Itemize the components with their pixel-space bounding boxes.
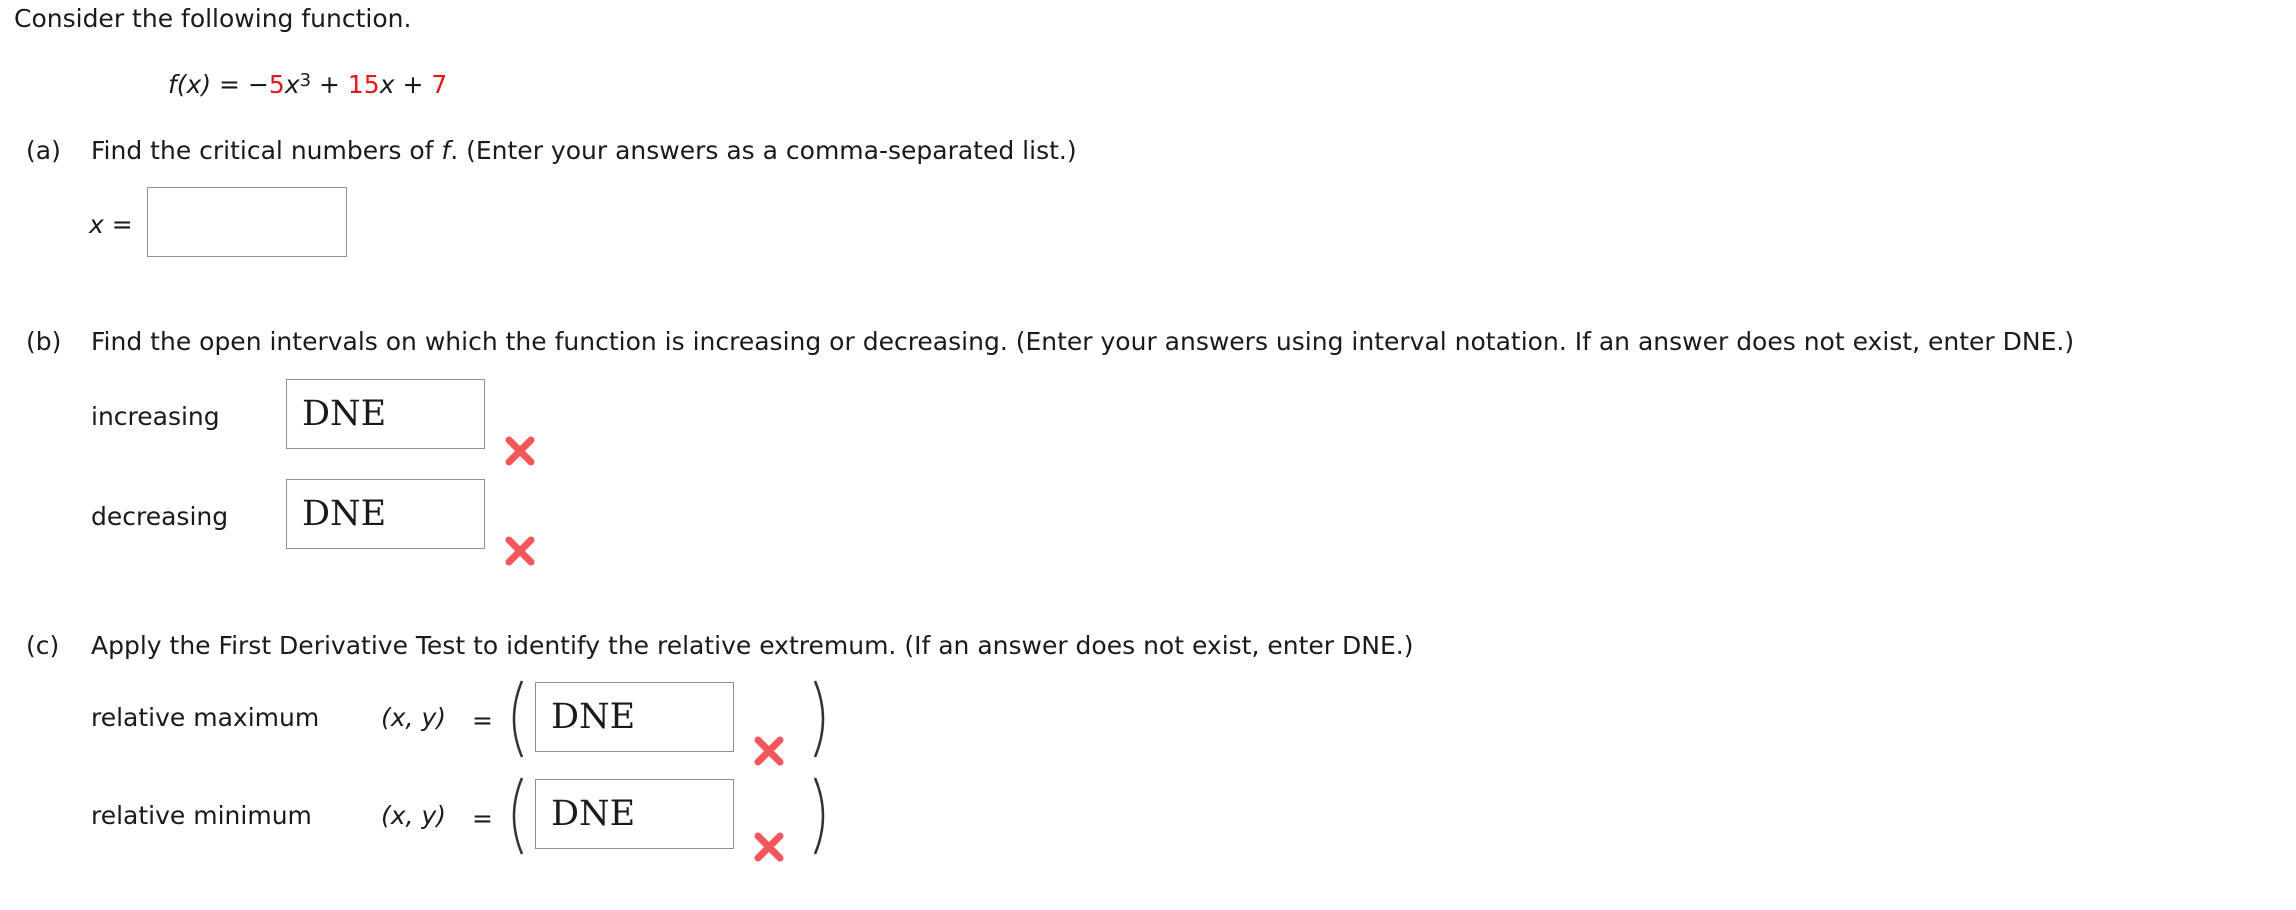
part-a-prompt-post: . (Enter your answers as a comma-separated list.)	[450, 136, 1077, 165]
part-a-letter: (a)	[26, 136, 61, 165]
function-coef1: 5	[268, 70, 285, 99]
increasing-wrong-icon	[505, 436, 535, 466]
function-plus1: +	[311, 70, 348, 99]
function-plus2: +	[394, 70, 432, 99]
intro-text: Consider the following function.	[14, 4, 412, 33]
increasing-input[interactable]	[286, 379, 485, 449]
function-constant: 7	[431, 70, 448, 99]
function-minus: −	[247, 70, 269, 99]
relative-maximum-right-paren	[811, 679, 835, 759]
relative-maximum-label: relative maximum	[91, 703, 320, 732]
relative-maximum-left-paren	[502, 679, 526, 759]
relative-minimum-equals: =	[472, 804, 493, 833]
relative-minimum-wrong-icon	[754, 832, 784, 862]
function-var2: x	[379, 70, 395, 99]
function-expression	[168, 70, 447, 100]
part-a-prompt-pre: Find the critical numbers of	[91, 136, 442, 165]
part-a-prompt	[91, 136, 1077, 166]
decreasing-input[interactable]	[286, 479, 485, 549]
relative-minimum-label: relative minimum	[91, 801, 312, 830]
decreasing-label: decreasing	[91, 502, 229, 531]
relative-minimum-left-paren	[502, 776, 526, 856]
relative-maximum-input[interactable]	[535, 682, 734, 752]
relative-minimum-input[interactable]	[535, 779, 734, 849]
part-c-letter: (c)	[26, 631, 60, 660]
part-a-prompt-var: f	[441, 136, 451, 165]
function-lhs: f(x) =	[168, 70, 248, 99]
relative-minimum-right-paren	[811, 776, 835, 856]
function-var1: x	[284, 70, 300, 99]
part-b-letter: (b)	[26, 327, 62, 356]
function-coef2: 15	[347, 70, 380, 99]
part-b-prompt: Find the open intervals on which the function is increasing or decreasing. (Enter your answers using interval notation. If an answer does not exist, enter DNE.)	[91, 327, 2075, 356]
function-exponent: 3	[299, 70, 312, 91]
relative-minimum-xy-label: (x, y)	[381, 801, 446, 830]
part-c-prompt: Apply the First Derivative Test to identify the relative extremum. (If an answer does not exist, enter DNE.)	[91, 631, 1414, 660]
increasing-label: increasing	[91, 402, 220, 431]
relative-maximum-xy-label: (x, y)	[381, 703, 446, 732]
relative-maximum-equals: =	[472, 706, 493, 735]
critical-numbers-input[interactable]	[147, 187, 347, 257]
decreasing-wrong-icon	[505, 536, 535, 566]
relative-maximum-wrong-icon	[754, 736, 784, 766]
critical-numbers-label: x =	[89, 210, 133, 239]
